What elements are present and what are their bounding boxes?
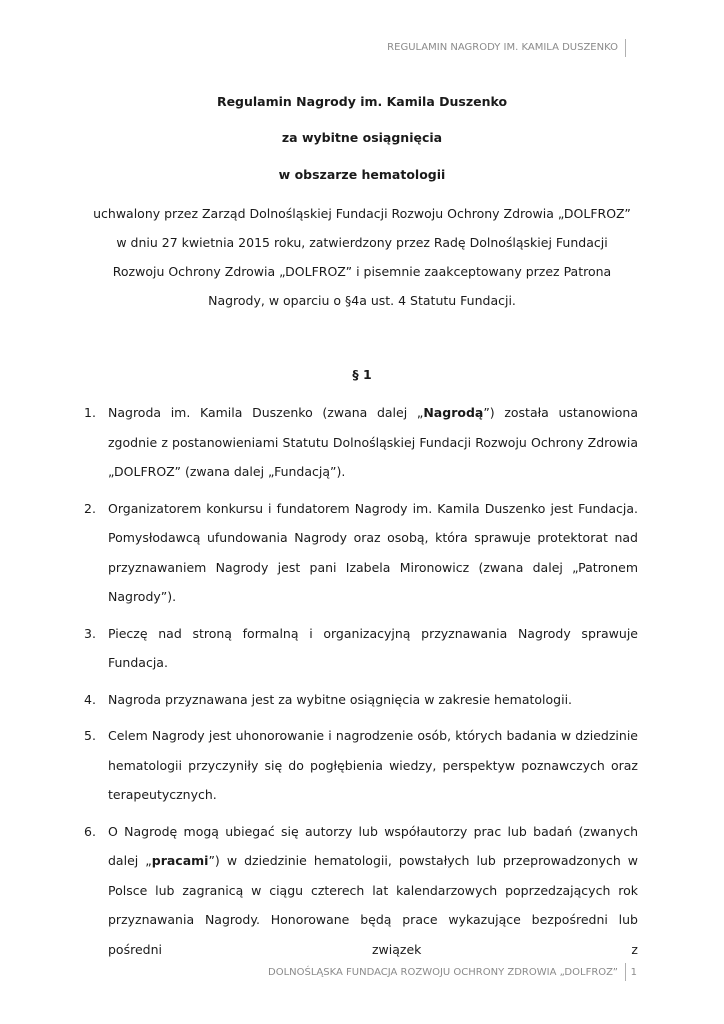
list-item	[84, 619, 638, 678]
running-header-text: REGULAMIN NAGRODY IM. KAMILA DUSZENKO	[387, 42, 618, 53]
list-item-text: Nagroda im. Kamila Duszenko (zwana dalej „Nagrodą”) została ustanowiona zgodnie z postanowieniami Statutu Dolnośląskiej Fundacji Rozwoju Ochrony Zdrowia „DOLFROZ” (zwana dalej „Fundacją”).	[108, 405, 638, 479]
numbered-list	[84, 398, 638, 971]
list-item-text: Organizatorem konkursu i fundatorem Nagrody im. Kamila Duszenko jest Fundacja. Pomysłodawcą ufundowania Nagrody oraz osobą, która sprawuje protektorat nad przyznawaniem Nagrody jest pani Izabela Mironowicz (zwana dalej „Patronem Nagrody”).	[108, 500, 638, 604]
section-sign: § 1	[352, 367, 372, 382]
defined-term: Nagrodą	[423, 405, 484, 420]
document-subtitle-1: za wybitne osiągnięcia	[281, 130, 443, 145]
defined-term: pracami	[151, 853, 209, 868]
list-item	[84, 494, 638, 612]
list-item-number: 3.	[84, 625, 96, 641]
document-subtitle-2: w obszarze hematologii	[278, 167, 446, 182]
footer-text: DOLNOŚLĄSKA FUNDACJA ROZWOJU OCHRONY ZDROWIA „DOLFROZ”	[268, 967, 618, 978]
list-item	[84, 817, 638, 965]
list-item-text: Celem Nagrody jest uhonorowanie i nagrodzenie osób, których badania w dziedzinie hematologii przyczyniły się do pogłębienia wiedzy, perspektyw poznawczych oraz terapeutycznych.	[108, 728, 638, 802]
footer-divider	[625, 963, 626, 981]
intro-line-3: Rozwoju Ochrony Zdrowia „DOLFROZ” i pisemnie zaakceptowany przez Patrona	[112, 264, 612, 279]
list-item-text: Nagroda przyznawana jest za wybitne osiągnięcia w zakresie hematologii.	[108, 691, 573, 707]
intro-line-1: uchwalony przez Zarząd Dolnośląskiej Fundacji Rozwoju Ochrony Zdrowia „DOLFROZ”	[93, 206, 631, 221]
list-item-number: 6.	[84, 823, 96, 839]
list-item-number: 5.	[84, 728, 96, 743]
list-item-text: Pieczę nad stroną formalną i organizacyjną przyznawania Nagrody sprawuje Fundacja.	[108, 625, 638, 670]
list-item	[84, 685, 638, 715]
page-number: 1	[630, 967, 637, 978]
list-item-number: 1.	[84, 405, 96, 420]
list-item-number: 4.	[84, 691, 96, 707]
intro-line-2: w dniu 27 kwietnia 2015 roku, zatwierdzony przez Radę Dolnośląskiej Fundacji	[116, 235, 608, 250]
list-item	[84, 721, 638, 810]
document-title: Regulamin Nagrody im. Kamila Duszenko	[216, 94, 508, 109]
list-item	[84, 398, 638, 487]
list-item-number: 2.	[84, 500, 96, 516]
header-divider	[625, 39, 626, 57]
intro-line-4: Nagrody, w oparciu o §4a ust. 4 Statutu Fundacji.	[208, 293, 516, 308]
list-item-text: O Nagrodę mogą ubiegać się autorzy lub współautorzy prac lub badań (zwanych dalej „pracami”) w dziedzinie hematologii, powstałych lub przeprowadzonych w Polsce lub zagranicą w ciągu czterech lat kalendarzowych poprzedzających rok przyznawania Nagrody. Honorowane będą prace wykazujące bezpośredni lub pośredni związek z	[108, 823, 639, 957]
